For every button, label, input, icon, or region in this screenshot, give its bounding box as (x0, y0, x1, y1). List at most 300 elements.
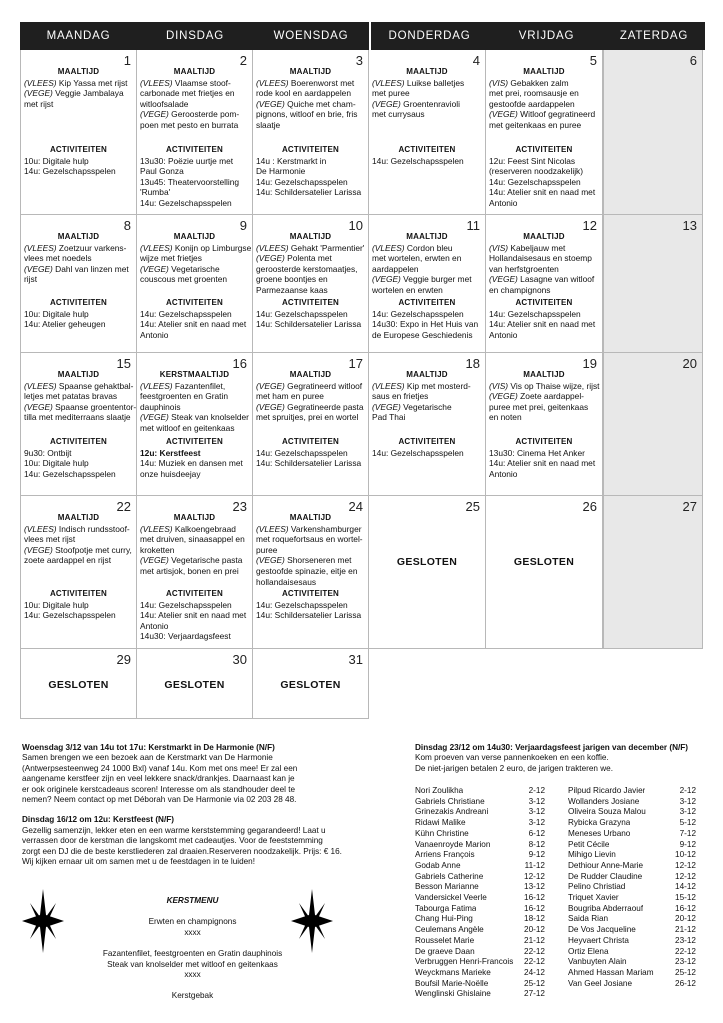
birthday-date: 12-12 (675, 871, 696, 881)
meal-type-label: (VEGE) (24, 401, 53, 412)
birthday-name: Grinezakis Andreani (415, 807, 489, 817)
closed-label: GESLOTEN (48, 679, 109, 691)
meal-line: Pad Thai (372, 412, 406, 423)
day-number: 24 (348, 499, 363, 514)
christmas-meal-label: KERSTMAALTIJD (159, 370, 230, 379)
day-cell-6 (603, 50, 703, 215)
meal-line: (VEGE) Vegetarische (372, 401, 452, 412)
day-cell-13 (603, 215, 703, 353)
day-cell-20 (603, 353, 703, 496)
birthday-row (415, 989, 545, 1000)
activities-label: ACTIVITEITEN (165, 589, 224, 598)
meal-block (140, 370, 249, 434)
meal-line: poen met pesto en burrata (140, 119, 239, 130)
meal-line: gestoofde aardappelen (489, 98, 575, 109)
meal-line: (VEGE) Dahl van linzen met (24, 263, 129, 274)
meal-line: (VEGE) Zoete aardappel- (489, 391, 584, 402)
activities-block (24, 589, 133, 621)
text-line: (Antwerpsesteenweg 24 1000 Bxl) vanaf 14u. Kom met ons mee! Er zal een (22, 763, 298, 773)
birthday-date: 22-12 (524, 957, 545, 967)
calendar-grid (20, 50, 703, 719)
activity-line: onze huisdeejay (140, 468, 201, 479)
birthday-date: 9-12 (528, 850, 545, 860)
birthday-date: 3-12 (679, 807, 696, 817)
activity-line: 12u: Kerstfeest (140, 447, 201, 458)
meal-line: vlees met rijst (24, 534, 76, 545)
activities-block (24, 145, 133, 177)
birthday-name: Weyckmans Marieke (415, 967, 491, 977)
day-number: 8 (123, 218, 131, 233)
activities-block (372, 437, 482, 458)
activity-line: 14u: Schildersatelier Larissa (256, 458, 362, 469)
meal-line: slaatje (256, 119, 281, 130)
day-cell-31 (253, 649, 369, 719)
meal-block (256, 513, 365, 587)
closed-label: GESLOTEN (280, 679, 341, 691)
weekday-header-vrijdag: VRIJDAG (488, 22, 605, 50)
meal-line: met ham en puree (256, 391, 324, 402)
birthday-date: 18-12 (524, 914, 545, 924)
activities-label: ACTIVITEITEN (165, 145, 224, 154)
meal-block (372, 370, 482, 423)
birthday-name: Oliveira Souza Malou (568, 807, 646, 817)
birthday-name: Ahmed Hassan Mariam (568, 967, 654, 977)
meal-line: feestgroenten en Gratin (140, 391, 228, 402)
meal-line: met currysaus (372, 109, 425, 120)
birthday-date: 27-12 (524, 989, 545, 999)
birthday-name: Verbruggen Henri-Francois (415, 957, 514, 967)
birthday-name: Vanbuyten Alain (568, 957, 627, 967)
meal-line: met artisjok, bonen en prei (140, 565, 239, 576)
day-cell-4 (369, 50, 486, 215)
kerstmenu (80, 896, 305, 1002)
meal-type-label: (VLEES) (24, 77, 57, 88)
birthday-row (415, 914, 545, 925)
menu-line: Steak van knolselder met witloof en geitenkaas (107, 959, 278, 969)
birthday-date: 2-12 (528, 786, 545, 795)
meal-block (24, 232, 133, 285)
activities-label: ACTIVITEITEN (49, 589, 108, 598)
day-cell-27 (603, 496, 703, 649)
birthday-row (415, 786, 545, 797)
meal-line: (VEGE) Veggie Jambalaya (24, 88, 124, 99)
meal-type-label: (VEGE) (489, 274, 518, 285)
meal-type-label: (VEGE) (140, 555, 169, 566)
birthday-name: Ortiz Elena (568, 946, 609, 956)
activity-line: 10u: Digitale hulp (24, 458, 89, 469)
meal-type-label: (VEGE) (256, 253, 285, 264)
day-number: 3 (355, 53, 363, 68)
meal-line: (VEGE) Gegratineerd witloof (256, 380, 363, 391)
activities-block (489, 437, 599, 479)
meal-line: (VEGE) Lasagne van witloof (489, 274, 595, 285)
meal-line: gestoofde spinazie, eitje en (256, 565, 358, 576)
birthday-row (415, 807, 545, 818)
meal-line: (VLEES) Kalkoengebraad (140, 523, 236, 534)
activities-label: ACTIVITEITEN (515, 298, 573, 307)
birthday-date: 11-12 (524, 860, 545, 870)
day-number: 10 (348, 218, 363, 233)
activities-block (489, 145, 599, 209)
activity-line: 14u: Gezelschapsspelen (256, 176, 348, 187)
activity-line: 14u: Gezelschapsspelen (140, 308, 232, 319)
day-cell-19 (486, 353, 603, 496)
birthday-row (568, 904, 696, 915)
menu-line: Fazantenfilet, feestgroenten en Gratin dauphinois (102, 948, 283, 958)
activity-line: 14u: Gezelschapsspelen (140, 197, 232, 208)
closed-label: GESLOTEN (164, 679, 225, 691)
birthday-row (568, 936, 696, 947)
text-line: aangename kerstfeer zijn en veel lekkere snack/drankjes. Daarnaast kan je (22, 774, 295, 784)
weekday-header-woensdag: WOENSDAG (253, 22, 369, 50)
birthday-row (415, 979, 545, 990)
meal-line: wijze met frietjes (140, 253, 202, 264)
meal-label: MAALTIJD (173, 513, 216, 522)
birthday-row (568, 979, 696, 990)
meal-label: MAALTIJD (289, 513, 332, 522)
meal-line: met rijst (24, 98, 54, 109)
activities-label: ACTIVITEITEN (281, 298, 340, 307)
meal-type-label: (VLEES) (24, 380, 57, 391)
birthday-name: Van Geel Josiane (568, 978, 633, 988)
activity-line: 13u30: Poëzie uurtje met (140, 155, 234, 166)
day-number: 27 (682, 499, 697, 514)
meal-line: (VEGE) Spaanse groententor- (24, 401, 137, 412)
activities-block (24, 298, 133, 330)
activity-line: 14u30: Expo in Het Huis van (372, 319, 479, 330)
activity-line: 14u: Gezelschapsspelen (372, 447, 464, 458)
text-line: De niet-jarigen betalen 2 euro, de jarigen trakteren we. (415, 763, 613, 773)
meal-line: (VIS) Vis op Thaise wijze, rijst (489, 380, 600, 391)
meal-type-label: (VLEES) (256, 523, 289, 534)
menu-spacer (80, 938, 305, 949)
day-cell-17 (253, 353, 369, 496)
activity-line: Antonio (489, 197, 518, 208)
activity-line: 14u: Atelier geheugen (24, 319, 106, 330)
birthday-date: 9-12 (679, 839, 696, 849)
birthday-date: 3-12 (528, 796, 545, 806)
birthday-row (568, 829, 696, 840)
meal-line: met wortelen, erwten en (372, 253, 462, 264)
birthday-name: Meneses Urbano (568, 828, 631, 838)
meal-label: MAALTIJD (523, 370, 565, 379)
meal-line: rijst (24, 274, 38, 285)
birthday-row (568, 872, 696, 883)
meal-line: zoete aardappel en rijst (24, 555, 112, 566)
birthday-row (415, 968, 545, 979)
birthday-row (568, 957, 696, 968)
birthday-date: 14-12 (675, 882, 696, 892)
meal-line: en champignons (489, 284, 551, 295)
day-cell-11 (369, 215, 486, 353)
activity-line: De Harmonie (256, 166, 306, 177)
day-number: 6 (689, 53, 697, 68)
birthday-row (568, 893, 696, 904)
birthday-name: Pilpud Ricardo Javier (568, 786, 646, 795)
day-cell-9 (137, 215, 253, 353)
meal-type-label: (VEGE) (489, 391, 518, 402)
birthday-name: Pelino Christiad (568, 882, 626, 892)
meal-block (24, 513, 133, 566)
birthday-name: De Rudder Claudine (568, 871, 643, 881)
activity-line: 14u: Schildersatelier Larissa (256, 610, 362, 621)
meal-type-label: (VLEES) (140, 380, 173, 391)
birthday-name: Bougriba Abderraouf (568, 903, 644, 913)
meal-line: groene boontjes en (256, 274, 328, 285)
meal-block (489, 232, 599, 296)
kerstfeest-text (22, 826, 392, 868)
meal-line: (VLEES) Indisch rundsstoof- (24, 523, 130, 534)
meal-label: MAALTIJD (57, 232, 100, 241)
meal-line: kroketten (140, 544, 175, 555)
meal-label: MAALTIJD (406, 67, 448, 76)
meal-type-label: (VIS) (489, 242, 509, 253)
birthday-name: Rybicka Grazyna (568, 818, 631, 828)
meal-line: (VLEES) Fazantenfilet, (140, 380, 226, 391)
birthday-date: 10-12 (675, 850, 696, 860)
meal-line: witloofsalade (140, 98, 189, 109)
activities-label: ACTIVITEITEN (49, 298, 108, 307)
birthday-row (415, 904, 545, 915)
birthday-row (415, 893, 545, 904)
meal-block (372, 67, 482, 120)
activities-block (140, 145, 249, 209)
meal-line: (VLEES) Luikse balletjes (372, 77, 465, 88)
meal-line: met geitenkaas en puree (489, 119, 582, 130)
activities-block (372, 298, 482, 340)
day-number: 26 (582, 499, 597, 514)
birthday-list-2 (568, 786, 696, 989)
birthday-name: Triquet Xavier (568, 893, 619, 903)
activity-line: 14u: Schildersatelier Larissa (256, 319, 362, 330)
day-cell-15 (20, 353, 137, 496)
activities-block (140, 589, 249, 642)
meal-label: MAALTIJD (406, 232, 448, 241)
meal-line: (VEGE) Polenta met (256, 253, 332, 264)
birthday-row (568, 968, 696, 979)
meal-block (372, 232, 482, 296)
meal-line: (VEGE) Steak van knolselder (140, 412, 249, 423)
activities-block (256, 589, 365, 621)
day-number: 18 (465, 356, 480, 371)
birthday-list-1 (415, 786, 545, 1000)
birthday-name: Nori Zoulikha (415, 786, 464, 795)
birthday-row (568, 840, 696, 851)
text-line: zorgt een DJ die de beste kerstliederen zal draaien.Reserveren noodzakelijk. Prijs: € 16. (22, 846, 342, 856)
activity-line: 14u: Gezelschapsspelen (256, 308, 348, 319)
activity-line: 14u: Atelier snit en naad met (489, 187, 596, 198)
menu-line: Erwten en champignons (148, 917, 237, 927)
birthday-row (415, 797, 545, 808)
weekday-header-donderdag: DONDERDAG (371, 22, 488, 50)
meal-line: puree (256, 544, 278, 555)
birthday-name: De Vos Jacqueline (568, 925, 636, 935)
birthday-name: Heyvaert Christa (568, 935, 629, 945)
activity-line: 10u: Digitale hulp (24, 599, 89, 610)
day-number: 20 (682, 356, 697, 371)
day-number: 9 (239, 218, 247, 233)
birthday-name: Gabriels Christiane (415, 796, 485, 806)
activity-line: (reserveren noodzakelijk) (489, 166, 584, 177)
birthday-name: Mihigo Lievin (568, 850, 616, 860)
birthday-date: 22-12 (524, 946, 545, 956)
birthday-name: Dethiour Anne-Marie (568, 860, 644, 870)
meal-line: pignons, witloof en brie, fris (256, 109, 358, 120)
meal-line: (VEGE) Witloof gegratineerd (489, 109, 596, 120)
meal-line: (VEGE) Quiche met cham- (256, 98, 356, 109)
day-number: 29 (116, 652, 131, 667)
birthday-row (568, 850, 696, 861)
activity-line: 9u30: Ontbijt (24, 447, 72, 458)
day-cell-26 (486, 496, 603, 649)
birthday-row (568, 947, 696, 958)
meal-line: (VEGE) Stoofpotje met curry, (24, 544, 132, 555)
meal-type-label: (VEGE) (24, 88, 53, 99)
meal-label: MAALTIJD (289, 232, 332, 241)
meal-label: MAALTIJD (173, 232, 216, 241)
meal-type-label: (VLEES) (372, 380, 405, 391)
birthday-date: 16-12 (524, 903, 545, 913)
day-cell-5 (486, 50, 603, 215)
meal-line: met druiven, sinaasappel en (140, 534, 245, 545)
activity-line: Antonio (489, 329, 518, 340)
meal-type-label: (VLEES) (140, 77, 173, 88)
kerstfeest-title: Dinsdag 16/12 om 12u: Kerstfeest (N/F) (22, 815, 174, 825)
closed-label: GESLOTEN (396, 556, 458, 568)
birthday-name: Arriens François (415, 850, 475, 860)
birthday-date: 8-12 (528, 839, 545, 849)
closed-label: GESLOTEN (513, 556, 575, 568)
meal-label: MAALTIJD (57, 370, 100, 379)
meal-block (489, 67, 599, 131)
meal-type-label: (VEGE) (256, 380, 285, 391)
day-number: 12 (582, 218, 597, 233)
birthday-name: Chang Hui-Ping (415, 914, 473, 924)
meal-type-label: (VLEES) (140, 242, 173, 253)
day-number: 30 (232, 652, 247, 667)
meal-line: met prei, roomsausje en (489, 88, 579, 99)
birthday-date: 6-12 (528, 828, 545, 838)
activities-block (256, 298, 365, 330)
birthday-name: Vandersickel Veerle (415, 893, 487, 903)
day-number: 5 (589, 53, 597, 68)
birthday-date: 23-12 (675, 935, 696, 945)
meal-line: (VLEES) Cordon bleu (372, 242, 453, 253)
birthday-row (568, 861, 696, 872)
activity-line: 14u30: Verjaardagsfeest (140, 631, 231, 642)
meal-line: geroosterde kerstomaatjes, (256, 263, 358, 274)
birthday-date: 3-12 (528, 818, 545, 828)
activity-line: 13u45: Theatervoorstelling (140, 176, 240, 187)
meal-line: carbonade met frietjes en (140, 88, 235, 99)
meal-line: met witloof en geitenkaas (140, 422, 235, 433)
day-cell-30 (137, 649, 253, 719)
birthday-row (415, 850, 545, 861)
birthday-date: 23-12 (675, 957, 696, 967)
birthday-date: 13-12 (524, 882, 545, 892)
header-divider (369, 22, 371, 50)
birthday-name: Wollanders Josiane (568, 796, 640, 806)
meal-type-label: (VEGE) (489, 109, 518, 120)
activity-line: 14u : Kerstmarkt in (256, 155, 327, 166)
meal-line: met spruitjes, prei en wortel (256, 412, 359, 423)
text-line: Kom proeven van verse pannenkoeken en een koffie. (415, 753, 609, 763)
meal-line: wortelen en erwten (372, 284, 443, 295)
birthday-row (415, 829, 545, 840)
day-cell-1 (20, 50, 137, 215)
meal-type-label: (VEGE) (372, 401, 401, 412)
menu-line: Kerstgebak (171, 991, 214, 1001)
birthday-date: 25-12 (524, 978, 545, 988)
meal-line: (VLEES) Boerenworst met (256, 77, 355, 88)
day-cell-12 (486, 215, 603, 353)
menu-line: xxxx (184, 970, 201, 980)
activity-line: 'Rumba' (140, 187, 171, 198)
activity-line: 10u: Digitale hulp (24, 155, 89, 166)
activity-line: 14u: Gezelschapsspelen (24, 166, 116, 177)
day-cell-3 (253, 50, 369, 215)
star-left-icon (22, 889, 64, 953)
birthday-row (568, 797, 696, 808)
kerstmarkt-text (22, 753, 392, 805)
star-right-icon (291, 889, 333, 953)
meal-label: MAALTIJD (523, 67, 565, 76)
activity-line: 13u30: Cinema Het Anker (489, 447, 585, 458)
birthday-row (415, 925, 545, 936)
meal-block (24, 370, 137, 423)
meal-label: MAALTIJD (523, 232, 565, 241)
activity-line: 14u: Atelier snit en naad met (140, 319, 247, 330)
meal-line: dauphinois (140, 401, 181, 412)
text-line: verrassen door de kerstman die langskomt met cadeautjes. Voor de feeststemming (22, 836, 323, 846)
meal-block (140, 232, 252, 285)
meal-type-label: (VEGE) (372, 274, 401, 285)
birthday-row (568, 914, 696, 925)
birthday-date: 22-12 (675, 946, 696, 956)
activities-block (24, 437, 133, 479)
meal-line: (VLEES) Gehakt 'Parmentier' (256, 242, 365, 253)
meal-type-label: (VEGE) (140, 109, 169, 120)
activities-label: ACTIVITEITEN (398, 145, 456, 154)
birthday-row (415, 861, 545, 872)
meal-type-label: (VEGE) (24, 544, 53, 555)
meal-line: Hollandaisesaus en stoemp (489, 253, 592, 264)
meal-block (140, 67, 249, 131)
kerstmarkt-title: Woensdag 3/12 van 14u tot 17u: Kerstmarkt in De Harmonie (N/F) (22, 743, 275, 752)
meal-type-label: (VEGE) (140, 263, 169, 274)
activities-label: ACTIVITEITEN (398, 298, 456, 307)
day-cell-25 (369, 496, 486, 649)
meal-type-label: (VEGE) (372, 98, 401, 109)
birthday-date: 3-12 (528, 807, 545, 817)
meal-type-label: (VLEES) (24, 523, 57, 534)
meal-block (256, 232, 365, 296)
day-number: 19 (582, 356, 597, 371)
meal-label: MAALTIJD (57, 67, 100, 76)
day-number: 31 (348, 652, 363, 667)
activities-label: ACTIVITEITEN (165, 437, 224, 446)
activities-block (256, 437, 365, 469)
activity-line: 14u: Gezelschapsspelen (372, 155, 464, 166)
activity-line: 14u: Gezelschapsspelen (256, 447, 348, 458)
birthday-row (415, 947, 545, 958)
meal-label: MAALTIJD (406, 370, 448, 379)
activity-line: 14u: Atelier snit en naad met (489, 458, 596, 469)
day-cell-23 (137, 496, 253, 649)
day-cell-29 (20, 649, 137, 719)
birthday-row (568, 818, 696, 829)
birthday-row (568, 786, 696, 797)
